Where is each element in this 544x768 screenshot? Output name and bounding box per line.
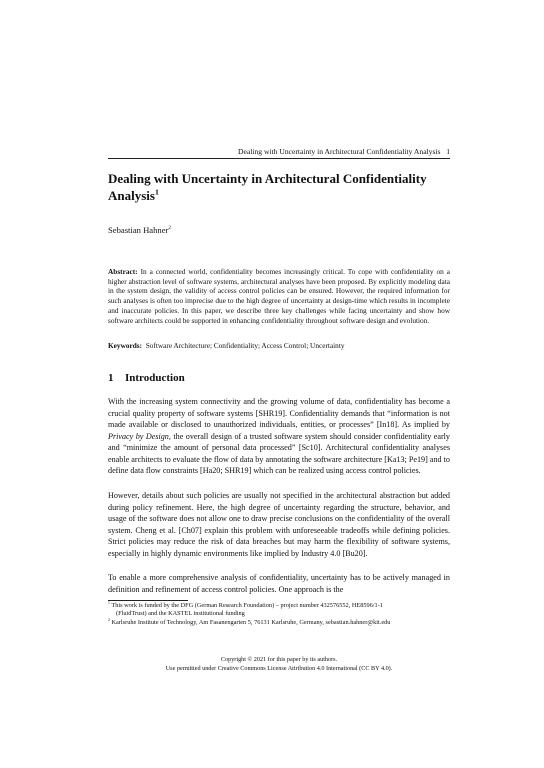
privacy-by-design-emphasis: Privacy by Design — [108, 431, 169, 441]
footnote-divider — [108, 600, 188, 601]
footnote-2 — [108, 619, 450, 627]
running-head-title: Dealing with Uncertainty in Architectural Confidentiality Analysis — [238, 147, 441, 156]
footnote-1-line-1: This work is funded by the DFG (German Research Foundation) – project number 432576552, HE8596/1-1 — [111, 602, 383, 609]
author-footnote-mark: 2 — [168, 225, 171, 232]
keywords-label: Keywords: — [108, 341, 143, 350]
footnote-1 — [108, 602, 450, 619]
paragraph-2: However, details about such policies are usually not specified in the architectural abstraction but added during policy refinement. Here, the high degree of uncertainty regarding the structure, behavior, and usage of the software does not allow one to draw precise conclusions on the confidentiality of the overall system. Cheng et al. [Ch07] explain this problem with unforeseeable tradeoffs while defining policies. Strict policies may reduce the risk of data breaches but may harm the flexibility of software systems, especially in highly dynamic environments like implied by Industry 4.0 [Bu20]. — [108, 491, 450, 558]
abstract-label: Abstract: — [108, 267, 138, 276]
keywords — [108, 341, 450, 351]
paper-title-text: Dealing with Uncertainty in Architectural Confidentiality Analysis — [108, 171, 427, 203]
footnote-2-text: Karlsruhe Institute of Technology, Am Fasanengarten 5, 76131 Karlsruhe, Germany, sebastian.hahner@kit.edu — [111, 619, 391, 626]
section-number: 1 — [108, 372, 114, 384]
paragraph-3: To enable a more comprehensive analysis of confidentiality, uncertainty has to be actively managed in definition and refinement of access control policies. One approach is the — [108, 573, 450, 594]
page-number: 1 — [446, 147, 450, 156]
copyright-line-1: Copyright © 2021 for this paper by its authors. — [220, 656, 338, 663]
footnote-1-mark: 1 — [108, 600, 110, 605]
running-head — [108, 147, 450, 159]
footnote-2-mark: 2 — [108, 617, 110, 622]
title-footnote-mark: 1 — [154, 187, 159, 197]
copyright-line-2: Use permitted under Creative Commons License Attribution 4.0 International (CC BY 4.0). — [165, 664, 393, 672]
paragraph-1-part-a: With the increasing system connectivity and the growing volume of data, confidentiality has become a crucial quality property of software systems [SHR19]. Confidentiality demands that “information is not made available or disclosed to unauthorized individuals, entities, or processes” [In18]. As implied by — [108, 397, 450, 429]
author-name: Sebastian Hahner — [108, 225, 169, 235]
abstract — [108, 267, 450, 325]
footnote-1-line-2: (FluidTrust) and the KASTEL institutional funding — [116, 610, 245, 618]
paragraph-1-part-b: , the overall design of a trusted software system should consider confidentiality early and “minimize the amount of personal data processed” [Sc10]. Architectural confidentiality analyses enable architects to evaluate the flow of data by annotating the software architecture [Ka13; Pe19] and to define data flow constraints [Ha20; SHR19] which can be realized using access control policies. — [108, 431, 450, 475]
abstract-text: In a connected world, confidentiality becomes increasingly critical. To cope with confidentiality on a higher abstraction level of software systems, architectural analyses have been proposed. By explicitly modeling data in the system design, the validity of access control policies can be ensured. However, the required information for such analyses is often too imprecise due to the high degree of uncertainty at design-time which results in incomplete and inaccurate policies. In this paper, we describe three key challenges while facing uncertainty and show how software architects could be supported in enhancing confidentiality throughout software design and evolution. — [108, 267, 450, 325]
author — [108, 225, 171, 235]
keywords-text: Software Architecture; Confidentiality; Access Control; Uncertainty — [145, 341, 345, 350]
section-title: Introduction — [125, 372, 185, 384]
section-heading — [108, 371, 185, 385]
paper-title — [108, 170, 450, 204]
paragraph-1 — [108, 396, 450, 477]
copyright-notice — [108, 656, 450, 673]
